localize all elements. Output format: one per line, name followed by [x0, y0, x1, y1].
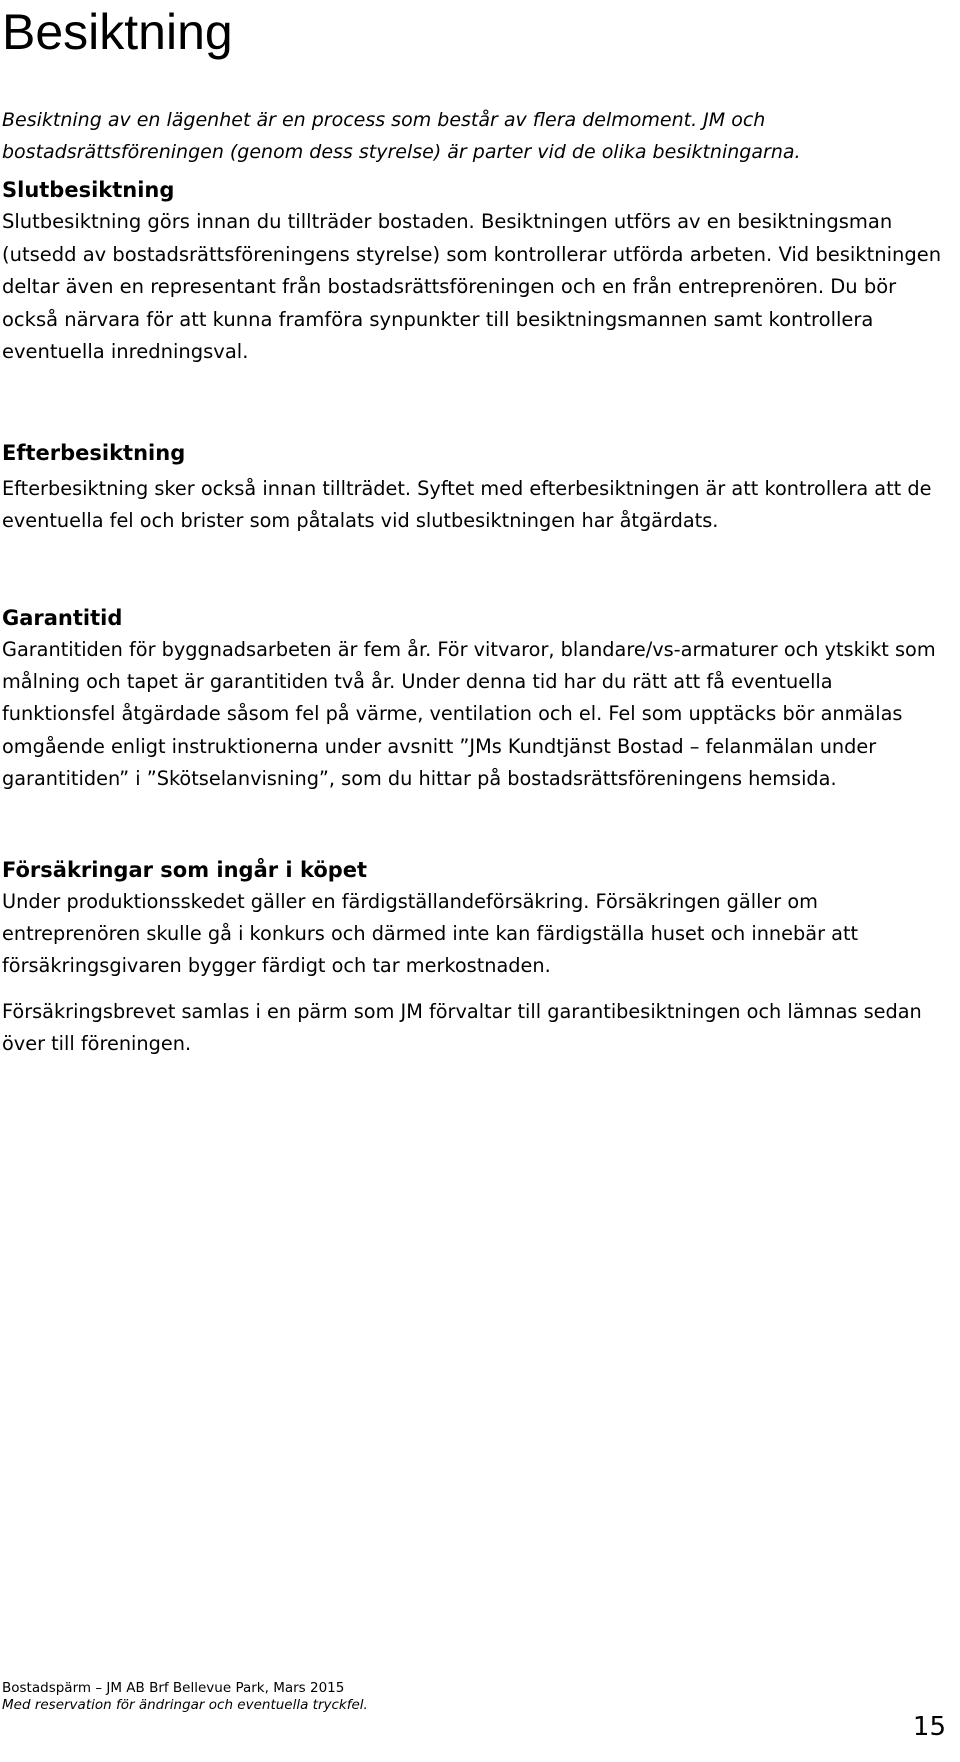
section-paragraph-slutbesiktning: Slutbesiktning görs innan du tillträder bostaden. Besiktningen utförs av en besiktningsman (utsedd av bostadsrättsföreningens styrelse) som kontrollerar utförda arbeten. Vid besiktningen deltar även en representant från bostadsrättsföreningen och en från entreprenören. Du bör också närvara för att kunna framföra synpunkter till besiktningsmannen samt kontrollera eventuella inredningsval. — [2, 210, 942, 363]
footer-publication-line: Bostadspärm – JM AB Brf Bellevue Park, Mars 2015 — [2, 1680, 345, 1696]
section-heading-garantitid: Garantitid — [2, 606, 123, 630]
footer-disclaimer: Med reservation för ändringar och eventuella tryckfel. — [2, 1697, 368, 1713]
page-title: Besiktning — [2, 4, 233, 60]
section-heading-forsakringar: Försäkringar som ingår i köpet — [2, 858, 368, 882]
section-paragraph-forsakringar-1: Under produktionsskedet gäller en färdigställandeförsäkring. Försäkringen gäller om entreprenören skulle gå i konkurs och därmed inte kan färdigställa huset och innebär att försäkringsgivaren bygger färdigt och tar merkostnaden. — [2, 890, 859, 978]
page-footer — [2, 1680, 368, 1714]
page-number: 15 — [912, 1712, 946, 1742]
section-heading-efterbesiktning: Efterbesiktning — [2, 441, 186, 465]
section-paragraph-efterbesiktning: Efterbesiktning sker också innan tillträdet. Syftet med efterbesiktningen är att kontrollera att de eventuella fel och brister som påtalats vid slutbesiktningen har åtgärdats. — [2, 477, 932, 533]
section-paragraph-garantitid: Garantitiden för byggnadsarbeten är fem år. För vitvaror, blandare/vs-armaturer och ytskikt som målning och tapet är garantitiden två år. Under denna tid har du rätt att få eventuella funktionsfel åtgärdade såsom fel på värme, ventilation och el. Fel som upptäcks bör anmälas omgående enligt instruktionerna under avsnitt ”JMs Kundtjänst Bostad – felanmälan under garantitiden” i ”Skötselanvisning”, som du hittar på bostadsrättsföreningens hemsida. — [2, 638, 936, 790]
section-paragraph-forsakringar-2: Försäkringsbrevet samlas i en pärm som JM förvaltar till garantibesiktningen och lämnas sedan över till föreningen. — [2, 1000, 922, 1056]
intro-paragraph: Besiktning av en lägenhet är en process som består av flera delmoment. JM och bostadsrättsföreningen (genom dess styrelse) är parter vid de olika besiktningarna. — [2, 109, 801, 163]
section-heading-slutbesiktning: Slutbesiktning — [2, 178, 175, 202]
